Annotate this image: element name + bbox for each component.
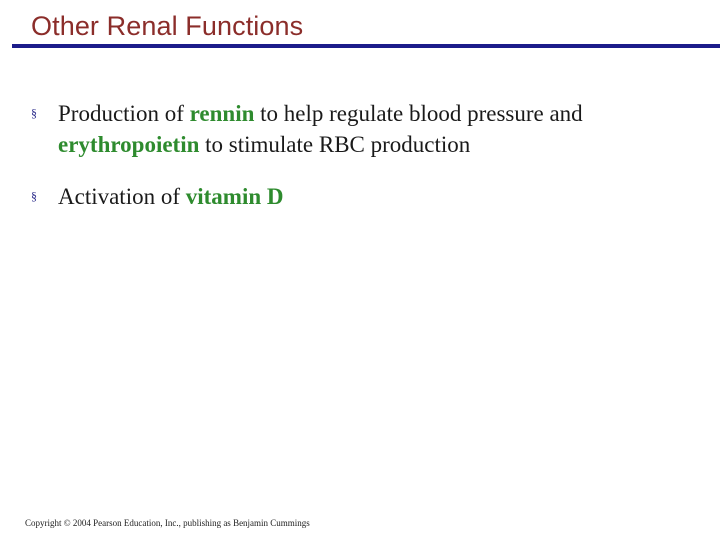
title-divider (12, 44, 720, 48)
bullet-marker-1: § (31, 106, 37, 120)
bullet-1-line-2 (58, 129, 470, 160)
bullet-2-line-1 (58, 181, 284, 212)
erythropoietin-term: erythropoietin (58, 132, 200, 157)
bullet-1-line-1 (58, 98, 583, 129)
bullet-1-text-c: to stimulate RBC production (199, 132, 471, 157)
bullet-1-text-a: Production of (58, 101, 190, 126)
rennin-term: rennin (189, 101, 255, 126)
copyright-notice: Copyright © 2004 Pearson Education, Inc., publishing as Benjamin Cummings (25, 518, 310, 528)
bullet-marker-2: § (31, 189, 37, 203)
vitamin-d-term: vitamin D (185, 184, 284, 209)
bullet-2-text-a: Activation of (58, 184, 186, 209)
bullet-1-text-b: to help regulate blood pressure and (254, 101, 583, 126)
slide-title: Other Renal Functions (31, 11, 304, 41)
